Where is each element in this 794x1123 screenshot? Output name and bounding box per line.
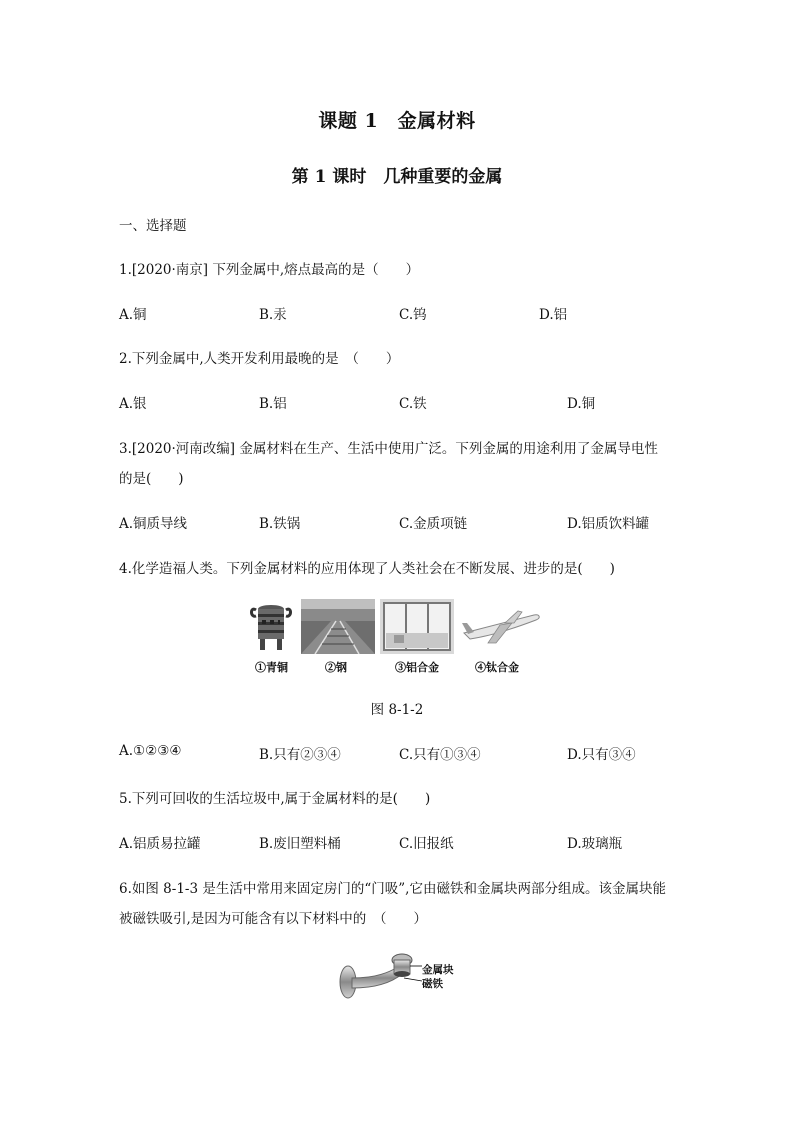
figure-label-steel: ②钢 bbox=[325, 661, 347, 674]
option-a: A.铜 bbox=[119, 307, 147, 323]
option-c: C.金质项链 bbox=[399, 516, 468, 532]
figure-label-aluminum-alloy: ③铝合金 bbox=[395, 661, 439, 674]
option-a: A.①②③④ bbox=[119, 743, 182, 759]
question-4: 4.化学造福人类。下列金属材料的应用体现了人类社会在不断发展、进步的是( ) bbox=[119, 561, 615, 577]
question-3-line-1: 3.[2020·河南改编] 金属材料在生产、生活中使用广泛。下列金属的用途利用了金属导电性 bbox=[119, 441, 658, 457]
option-d: D.铝质饮料罐 bbox=[567, 516, 650, 532]
option-b: B.铝 bbox=[259, 396, 287, 412]
option-a: A.银 bbox=[119, 396, 147, 412]
option-b: B.铁锅 bbox=[259, 516, 301, 532]
option-c: C.旧报纸 bbox=[399, 836, 454, 852]
bronze-vessel-image bbox=[248, 600, 294, 652]
question-6-line-1: 6.如图 8-1-3 是生活中常用来固定房门的“门吸”,它由磁铁和金属块两部分组成。该金属块能 bbox=[119, 881, 666, 897]
option-a: A.铝质易拉罐 bbox=[119, 836, 201, 852]
option-b: B.汞 bbox=[259, 307, 287, 323]
figure-label-bronze: ①青铜 bbox=[255, 661, 288, 674]
aluminum-window-image bbox=[380, 599, 454, 654]
figure-label-titanium-alloy: ④钛合金 bbox=[475, 661, 519, 674]
question-1: 1.[2020·南京] 下列金属中,熔点最高的是（ ） bbox=[119, 262, 420, 278]
page-subtitle: 第 1 课时 几种重要的金属 bbox=[291, 167, 503, 187]
option-c: C.只有①③④ bbox=[399, 747, 481, 763]
question-2: 2.下列金属中,人类开发利用最晚的是 （ ） bbox=[119, 351, 400, 367]
option-a: A.铜质导线 bbox=[119, 516, 188, 532]
label-metal-block: 金属块 bbox=[422, 964, 454, 976]
option-d: D.只有③④ bbox=[567, 747, 636, 763]
page-title: 课题 1 金属材料 bbox=[318, 110, 476, 132]
question-5: 5.下列可回收的生活垃圾中,属于金属材料的是( ) bbox=[119, 791, 431, 807]
option-c: C.钨 bbox=[399, 307, 427, 323]
figure-caption: 图 8-1-2 bbox=[370, 702, 424, 718]
option-b: B.只有②③④ bbox=[259, 747, 341, 763]
question-3-line-2: 的是( ) bbox=[119, 471, 184, 487]
airplane-image bbox=[460, 603, 542, 649]
question-6-line-2: 被磁铁吸引,是因为可能含有以下材料中的 （ ） bbox=[119, 911, 428, 927]
option-d: D.铜 bbox=[567, 396, 596, 412]
section-heading: 一、选择题 bbox=[119, 218, 187, 234]
option-c: C.铁 bbox=[399, 396, 427, 412]
door-stopper-image bbox=[338, 948, 422, 1000]
option-d: D.玻璃瓶 bbox=[567, 836, 623, 852]
option-d: D.铝 bbox=[539, 307, 568, 323]
option-b: B.废旧塑料桶 bbox=[259, 836, 341, 852]
label-magnet: 磁铁 bbox=[422, 978, 443, 990]
railway-track-image bbox=[301, 599, 375, 654]
